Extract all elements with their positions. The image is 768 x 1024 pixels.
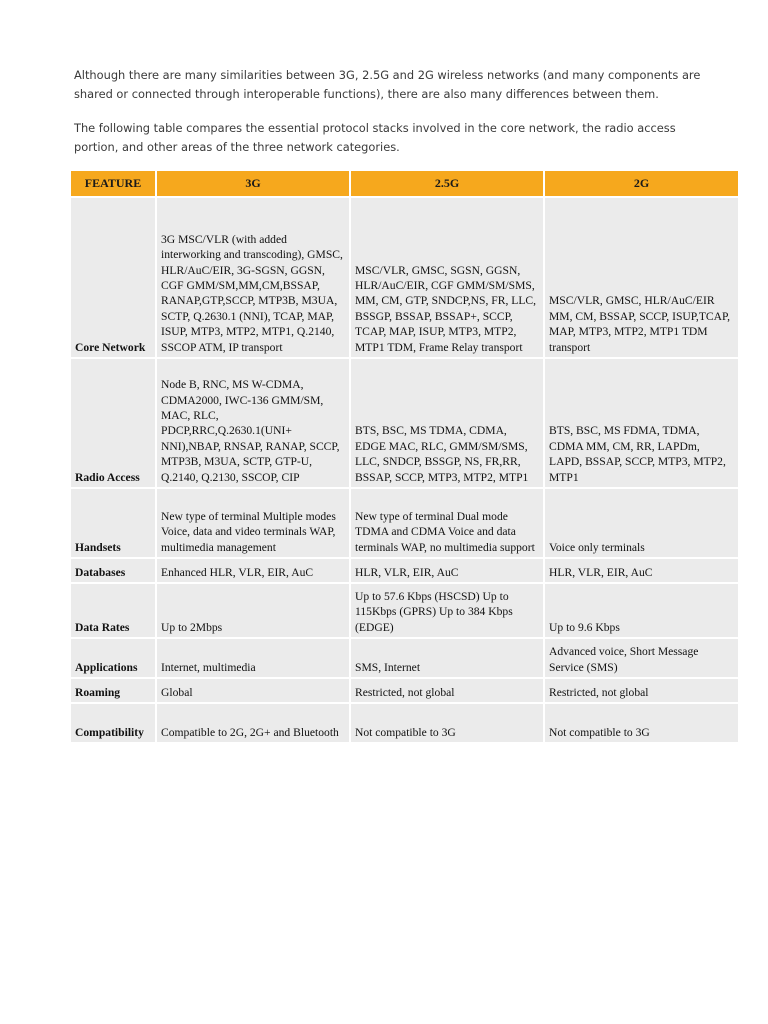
feature-cell: Databases — [70, 558, 156, 583]
feature-cell: Handsets — [70, 488, 156, 558]
cell-3g: 3G MSC/VLR (with added interworking and transcoding), GMSC, HLR/AuC/EIR, 3G-SGSN, GGSN, CGF GMM/SM,MM,CM,BSSAP, RANAP,GTP,SCCP, MTP3B, M3UA, SCTP, Q.2630.1 (NNI), TCAP, MAP, ISUP, MTP3, MTP2, MTP1, Q.2140, SSCOP ATM, IP transport — [156, 197, 350, 358]
cell-3g: New type of terminal Multiple modes Voice, data and video terminals WAP, multimedia management — [156, 488, 350, 558]
cell-2g: Up to 9.6 Kbps — [544, 583, 739, 638]
cell-2g: HLR, VLR, EIR, AuC — [544, 558, 739, 583]
cell-2g: Voice only terminals — [544, 488, 739, 558]
cell-3g: Global — [156, 678, 350, 703]
feature-cell: Data Rates — [70, 583, 156, 638]
table-row-handsets — [70, 488, 739, 558]
cell-3g: Node B, RNC, MS W-CDMA, CDMA2000, IWC-136 GMM/SM, MAC, RLC, PDCP,RRC,Q.2630.1(UNI+ NNI),NBAP, RNSAP, RANAP, SCCP, MTP3B, M3UA, SCTP, GTP-U, Q.2140, Q.2130, SSCOP, CIP — [156, 358, 350, 488]
comparison-table — [69, 169, 740, 744]
table-body — [70, 197, 739, 743]
cell-2g: Restricted, not global — [544, 678, 739, 703]
table-row-applications — [70, 638, 739, 678]
header-feature: FEATURE — [70, 170, 156, 197]
intro-paragraph-2: The following table compares the essential protocol stacks involved in the core network, the radio access portion, and other areas of the three network categories. — [74, 121, 676, 154]
intro-paragraph-1: Although there are many similarities between 3G, 2.5G and 2G wireless networks (and many components are shared or connected through interoperable functions), there are also many differences between them. — [74, 68, 701, 101]
table-header — [70, 170, 739, 197]
cell-2-5g: HLR, VLR, EIR, AuC — [350, 558, 544, 583]
feature-cell: Applications — [70, 638, 156, 678]
header-2g: 2G — [544, 170, 739, 197]
feature-cell: Compatibility — [70, 703, 156, 743]
cell-2-5g: New type of terminal Dual mode TDMA and CDMA Voice and data terminals WAP, no multimedia support — [350, 488, 544, 558]
header-2-5g: 2.5G — [350, 170, 544, 197]
header-3g: 3G — [156, 170, 350, 197]
cell-2g: BTS, BSC, MS FDMA, TDMA, CDMA MM, CM, RR, LAPDm, LAPD, BSSAP, SCCP, MTP3, MTP2, MTP1 — [544, 358, 739, 488]
cell-3g: Internet, multimedia — [156, 638, 350, 678]
cell-2-5g: SMS, Internet — [350, 638, 544, 678]
cell-2-5g: BTS, BSC, MS TDMA, CDMA, EDGE MAC, RLC, GMM/SM/SMS, LLC, SNDCP, BSSGP, NS, FR,RR, BSSAP, SCCP, MTP3, MTP2, MTP1 — [350, 358, 544, 488]
cell-3g: Up to 2Mbps — [156, 583, 350, 638]
feature-cell: Core Network — [70, 197, 156, 358]
table-row-databases — [70, 558, 739, 583]
feature-cell: Radio Access — [70, 358, 156, 488]
table-row-roaming — [70, 678, 739, 703]
table-row-compatibility — [70, 703, 739, 743]
feature-cell: Roaming — [70, 678, 156, 703]
cell-2g: Not compatible to 3G — [544, 703, 739, 743]
cell-2-5g: Restricted, not global — [350, 678, 544, 703]
cell-2-5g: Not compatible to 3G — [350, 703, 544, 743]
cell-2g: Advanced voice, Short Message Service (SMS) — [544, 638, 739, 678]
table-row-radio-access — [70, 358, 739, 488]
table-row-core-network — [70, 197, 739, 358]
table-row-data-rates — [70, 583, 739, 638]
header-row — [70, 170, 739, 197]
cell-3g: Compatible to 2G, 2G+ and Bluetooth — [156, 703, 350, 743]
cell-2-5g: MSC/VLR, GMSC, SGSN, GGSN, HLR/AuC/EIR, CGF GMM/SM/SMS, MM, CM, GTP, SNDCP,NS, FR, LLC, BSSGP, BSSAP, BSSAP+, SCCP, TCAP, MAP, ISUP, MTP3, MTP2, MTP1 TDM, Frame Relay transport — [350, 197, 544, 358]
cell-3g: Enhanced HLR, VLR, EIR, AuC — [156, 558, 350, 583]
cell-2g: MSC/VLR, GMSC, HLR/AuC/EIR MM, CM, BSSAP, SCCP, ISUP,TCAP, MAP, MTP3, MTP2, MTP1 TDM transport — [544, 197, 739, 358]
cell-2-5g: Up to 57.6 Kbps (HSCSD) Up to 115Kbps (GPRS) Up to 384 Kbps (EDGE) — [350, 583, 544, 638]
